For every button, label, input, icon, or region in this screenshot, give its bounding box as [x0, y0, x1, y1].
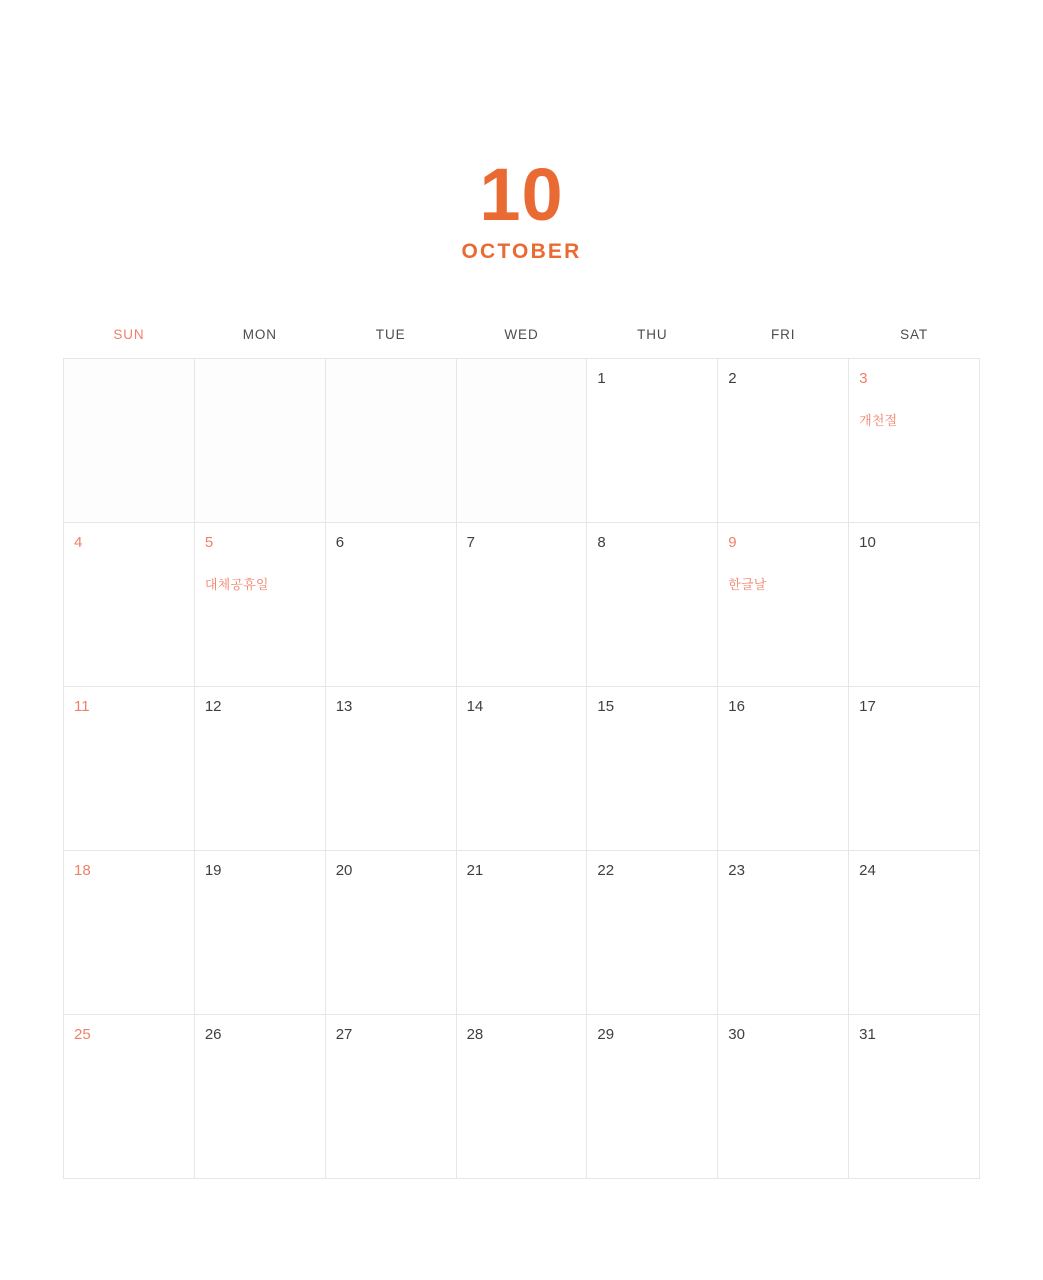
calendar-day-cell[interactable]	[195, 851, 326, 1015]
calendar-day-cell[interactable]	[64, 1015, 195, 1179]
day-number: 5	[204, 534, 214, 551]
day-number: 9	[728, 534, 737, 551]
calendar-day-cell[interactable]	[718, 359, 849, 523]
calendar-day-cell[interactable]	[64, 687, 195, 851]
day-number: 25	[74, 1026, 91, 1043]
day-number: 23	[728, 862, 745, 879]
day-number: 12	[204, 698, 222, 715]
calendar-day-cell[interactable]	[718, 523, 849, 687]
calendar-day-cell[interactable]	[326, 1015, 457, 1179]
day-number: 29	[597, 1026, 615, 1043]
calendar-cell-empty	[64, 359, 195, 523]
day-number: 20	[335, 862, 353, 879]
holiday-label: 대체공휴일	[204, 577, 269, 592]
day-number: 6	[335, 534, 345, 551]
day-number: 11	[74, 698, 90, 715]
weekday-label-wed: WED	[504, 327, 539, 342]
calendar-day-cell[interactable]	[718, 1015, 849, 1179]
day-number: 22	[597, 862, 615, 879]
calendar-day-cell[interactable]	[718, 687, 849, 851]
calendar-day-cell[interactable]	[587, 523, 718, 687]
weekday-label-sat: SAT	[900, 327, 929, 342]
calendar-day-cell[interactable]	[849, 851, 980, 1015]
calendar-cell-empty	[326, 359, 457, 523]
day-number: 4	[74, 534, 83, 551]
day-number: 10	[859, 534, 876, 551]
calendar-day-cell[interactable]	[457, 1015, 588, 1179]
calendar-day-cell[interactable]	[849, 523, 980, 687]
calendar-day-cell[interactable]	[326, 687, 457, 851]
day-number: 19	[204, 862, 222, 879]
holiday-label: 개천절	[859, 413, 898, 428]
day-number: 1	[597, 370, 606, 387]
calendar-day-cell[interactable]	[587, 1015, 718, 1179]
day-number: 3	[859, 370, 868, 387]
calendar-day-cell[interactable]	[587, 359, 718, 523]
day-number: 17	[859, 698, 876, 715]
holiday-label: 한글날	[728, 577, 767, 592]
day-number: 26	[204, 1026, 222, 1043]
weekday-label-tue: TUE	[375, 327, 406, 342]
day-number: 30	[728, 1026, 745, 1043]
day-number: 21	[466, 862, 484, 879]
calendar-header	[0, 0, 1043, 264]
day-number: 2	[728, 370, 737, 387]
calendar-grid	[63, 358, 980, 1179]
day-number: 31	[859, 1026, 876, 1043]
calendar-day-cell[interactable]	[457, 523, 588, 687]
weekday-label-mon: MON	[242, 327, 277, 342]
calendar-day-cell[interactable]	[64, 523, 195, 687]
calendar-day-cell[interactable]	[849, 687, 980, 851]
weekday-label-sun: SUN	[113, 327, 145, 342]
weekday-label-fri: FRI	[771, 327, 796, 342]
day-number: 13	[335, 698, 353, 715]
calendar-day-cell[interactable]	[587, 851, 718, 1015]
day-number: 15	[597, 698, 615, 715]
day-number: 27	[335, 1026, 353, 1043]
calendar-day-cell[interactable]	[457, 851, 588, 1015]
calendar-day-cell[interactable]	[195, 523, 326, 687]
month-number: 10	[479, 153, 564, 236]
day-number: 24	[859, 862, 876, 879]
calendar-day-cell[interactable]	[849, 1015, 980, 1179]
calendar-day-cell[interactable]	[849, 359, 980, 523]
calendar-day-cell[interactable]	[64, 851, 195, 1015]
calendar-cell-empty	[457, 359, 588, 523]
calendar-day-cell[interactable]	[195, 687, 326, 851]
day-number: 8	[597, 534, 606, 551]
day-number: 18	[74, 862, 91, 879]
calendar-cell-empty	[195, 359, 326, 523]
calendar-day-cell[interactable]	[718, 851, 849, 1015]
month-name: OCTOBER	[461, 240, 582, 263]
day-number: 14	[466, 698, 484, 715]
day-number: 28	[466, 1026, 484, 1043]
day-number: 16	[728, 698, 745, 715]
calendar-day-cell[interactable]	[195, 1015, 326, 1179]
calendar-day-cell[interactable]	[587, 687, 718, 851]
weekday-label-thu: THU	[637, 327, 668, 342]
weekday-header-row	[64, 327, 980, 342]
calendar-day-cell[interactable]	[326, 851, 457, 1015]
calendar-day-cell[interactable]	[457, 687, 588, 851]
day-number: 7	[466, 534, 475, 551]
calendar-day-cell[interactable]	[326, 523, 457, 687]
